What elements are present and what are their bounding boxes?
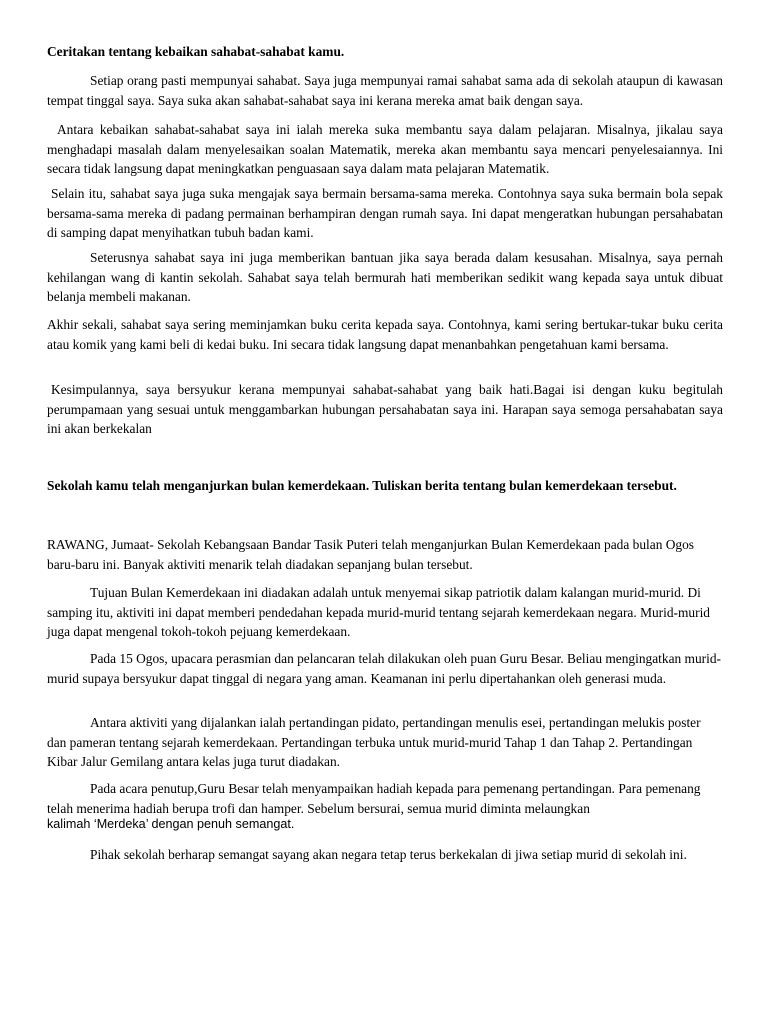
news-paragraph-6: Pihak sekolah berharap semangat sayang akan negara tetap terus berkekalan di jiwa setiap murid di sekolah ini. — [90, 847, 687, 862]
essay-1-paragraph-3: Selain itu, sahabat saya juga suka mengajak saya bermain bersama-sama mereka. Contohnya saya suka bermain bola sepak bersama-sama mereka di padang permainan berhampiran dengan rumah saya. Ini dapat mengeratkan hubungan persahabatan di samping dapat menyihatkan tubuh badan kami. — [47, 186, 723, 240]
essay-1-paragraph-5: Akhir sekali, sahabat saya sering meminjamkan buku cerita kepada saya. Contohnya, kami sering bertukar-tukar buku cerita atau komik yang kami beli di kedai buku. Ini secara tidak langsung dapat menanbahkan pengetahuan kami bersama. — [47, 317, 723, 352]
essay-1-paragraph-4: Seterusnya sahabat saya ini juga memberikan bantuan jika saya berada dalam kesusahan. Misalnya, saya pernah kehilangan wang di kantin sekolah. Sahabat saya telah bermurah hati memberikan sedikit wang kepada saya untuk dibuat belanja membeli makanan. — [47, 250, 723, 304]
news-paragraph-1: RAWANG, Jumaat- Sekolah Kebangsaan Bandar Tasik Puteri telah menganjurkan Bulan Kemerdekaan pada bulan Ogos baru-baru ini. Banyak aktiviti menarik telah diadakan sepanjang bulan tersebut. — [47, 537, 695, 572]
essay-1-paragraph-1: Setiap orang pasti mempunyai sahabat. Saya juga mempunyai ramai sahabat sama ada di sekolah ataupun di kawasan tempat tinggal saya. Saya suka akan sahabat-sahabat saya ini kerana mereka amat baik dengan saya. — [47, 73, 723, 108]
essay-1-paragraph-6: Kesimpulannya, saya bersyukur kerana mempunyai sahabat-sahabat yang baik hati.Bagai isi dengan kuku begitulah perumpamaan yang sesuai untuk menggambarkan hubungan persahabatan saya ini. Harapan saya semoga persahabatan saya ini akan berkekalan — [47, 382, 723, 436]
news-paragraph-3: Pada 15 Ogos, upacara perasmian dan pelancaran telah dilakukan oleh puan Guru Besar. Beliau mengingatkan murid-murid supaya bersyukur dapat tinggal di negara yang aman. Keamanan ini perlu dipertahankan oleh generasi muda. — [47, 651, 722, 686]
news-paragraph-5-tail: kalimah ‘Merdeka’ dengan penuh semangat. — [47, 817, 295, 831]
news-paragraph-5: Pada acara penutup,Guru Besar telah menyampaikan hadiah kepada para pemenang pertandingan. Para pemenang telah menerima hadiah berupa trofi dan hamper. Sebelum bersurai, semua murid diminta melaungkan — [47, 781, 701, 816]
news-paragraph-4: Antara aktiviti yang dijalankan ialah pertandingan pidato, pertandingan menulis esei, pertandingan melukis poster dan pameran tentang sejarah kemerdekaan. Pertandingan terbuka untuk murid-murid Tahap 1 dan Tahap 2. Pertandingan Kibar Jalur Gemilang antara kelas juga turut diadakan. — [47, 715, 701, 769]
essay-2-title: Sekolah kamu telah menganjurkan bulan kemerdekaan. Tuliskan berita tentang bulan kemerdekaan tersebut. — [47, 478, 677, 493]
essay-1-paragraph-2: Antara kebaikan sahabat-sahabat saya ini ialah mereka suka membantu saya dalam pelajaran. Misalnya, jikalau saya menghadapi masalah dalam menyelesaikan soalan Matematik, mereka akan membantu saya mencari penyelesaiannya. Ini secara tidak langsung dapat meningkatkan penguasaan saya dalam mata pelajaran Matematik. — [47, 122, 723, 176]
essay-1-title: Ceritakan tentang kebaikan sahabat-sahabat kamu. — [47, 44, 345, 59]
news-paragraph-2: Tujuan Bulan Kemerdekaan ini diadakan adalah untuk menyemai sikap patriotik dalam kalangan murid-murid. Di samping itu, aktiviti ini dapat memberi pendedahan kepada murid-murid tentang sejarah kemerdekaan negara. Murid-murid juga dapat mengenal tokoh-tokoh pejuang kemerdekaan. — [47, 585, 710, 639]
